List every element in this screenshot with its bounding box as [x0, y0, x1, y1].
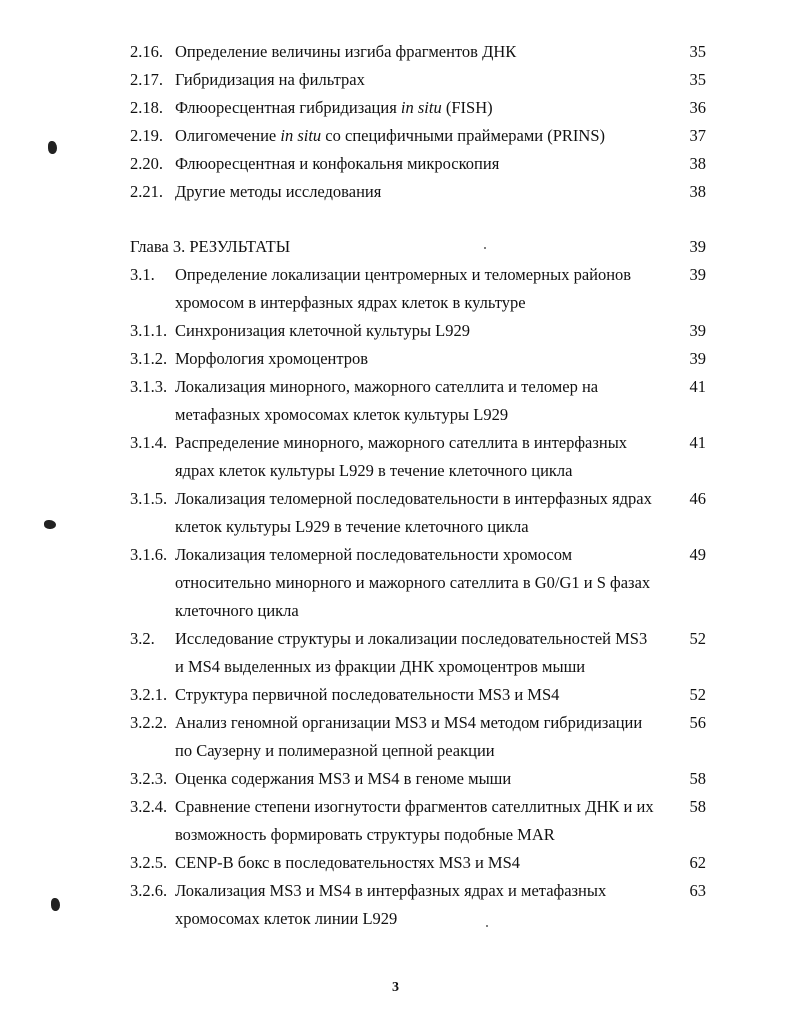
scan-artifact	[51, 898, 60, 911]
toc-entry[interactable]	[130, 485, 710, 541]
entry-page: 38	[689, 182, 706, 201]
entry-title: Сравнение степени изогнутости фрагментов сателлитных ДНК и их возможность формировать структуры подобные MAR	[175, 797, 654, 844]
entry-number: 3.2.	[130, 629, 155, 648]
toc-entry[interactable]	[130, 373, 710, 429]
entry-number: 3.2.5.	[130, 853, 168, 872]
toc-entry[interactable]	[130, 429, 710, 485]
toc-entry[interactable]	[130, 765, 710, 793]
entry-title: Локализация MS3 и MS4 в интерфазных ядрах и метафазных хромосомах клеток линии L929	[175, 881, 607, 928]
title-text: (FISH)	[441, 98, 493, 117]
toc-entry[interactable]	[130, 122, 710, 150]
entry-number: 2.19.	[130, 126, 163, 145]
entry-page: 38	[689, 154, 706, 173]
entry-page: 52	[689, 685, 706, 704]
entry-page: 41	[689, 377, 706, 396]
toc-entry[interactable]	[130, 38, 710, 66]
entry-title: Структура первичной последовательности MS3 и MS4	[175, 685, 560, 704]
toc-entry[interactable]	[130, 178, 710, 206]
entry-number: 3.1.5.	[130, 489, 168, 508]
entry-page: 35	[689, 70, 706, 89]
entry-title: Определение локализации центромерных и теломерных районов хромосом в интерфазных ядрах клеток в культуре	[175, 265, 632, 312]
title-text: со специфичными праймерами (PRINS)	[321, 126, 605, 145]
entry-number: 3.2.4.	[130, 797, 168, 816]
entry-page: 37	[689, 126, 706, 145]
table-of-contents	[130, 38, 710, 933]
entry-number: 2.20.	[130, 154, 163, 173]
toc-entry[interactable]	[130, 709, 710, 765]
entry-page: 39	[689, 321, 706, 340]
entry-page: 41	[689, 433, 706, 452]
chapter-title: Глава 3. РЕЗУЛЬТАТЫ	[130, 237, 291, 256]
entry-number: 3.1.3.	[130, 377, 168, 396]
entry-title: Гибридизация на фильтрах	[175, 70, 365, 89]
entry-page: 52	[689, 629, 706, 648]
page-number: 3	[392, 980, 399, 995]
entry-title: Оценка содержания MS3 и MS4 в геноме мыши	[175, 769, 512, 788]
entry-number: 3.1.4.	[130, 433, 168, 452]
title-italic: in situ	[280, 126, 322, 145]
toc-entry[interactable]	[130, 66, 710, 94]
toc-entry[interactable]	[130, 877, 710, 933]
toc-entry[interactable]	[130, 317, 710, 345]
entry-number: 2.16.	[130, 42, 163, 61]
entry-title: Синхронизация клеточной культуры L929	[175, 321, 470, 340]
entry-number: 3.1.	[130, 265, 155, 284]
spacer	[130, 206, 710, 233]
toc-entry[interactable]	[130, 150, 710, 178]
entry-title: Распределение минорного, мажорного сателлита в интерфазных ядрах клеток культуры L929 в течение клеточного цикла	[175, 433, 628, 480]
entry-number: 2.17.	[130, 70, 163, 89]
entry-number: 3.2.1.	[130, 685, 168, 704]
entry-title: Определение величины изгиба фрагментов ДНК	[175, 42, 517, 61]
entry-title: Другие методы исследования	[175, 182, 382, 201]
entry-title: Локализация теломерной последовательности хромосом относительно минорного и мажорного сателлита в G0/G1 и S фазах клеточного цикла	[175, 545, 651, 620]
toc-entry[interactable]	[130, 261, 710, 317]
toc-entry[interactable]	[130, 625, 710, 681]
toc-entry[interactable]	[130, 345, 710, 373]
entry-page: 62	[689, 853, 706, 872]
entry-number: 2.21.	[130, 182, 163, 201]
scan-artifact	[48, 141, 57, 154]
entry-number: 3.2.6.	[130, 881, 168, 900]
entry-title: Флюоресцентная и конфокальня микроскопия	[175, 154, 500, 173]
scan-artifact	[44, 520, 56, 529]
entry-page: 46	[689, 489, 706, 508]
entry-number: 3.1.1.	[130, 321, 168, 340]
entry-title: CENP-B бокс в последовательностях MS3 и MS4	[175, 853, 521, 872]
toc-entry[interactable]	[130, 793, 710, 849]
entry-page: 39	[689, 265, 706, 284]
entry-title: Морфология хромоцентров	[175, 349, 369, 368]
entry-page: 35	[689, 42, 706, 61]
entry-number: 3.2.2.	[130, 713, 168, 732]
toc-entry[interactable]	[130, 849, 710, 877]
entry-number: 2.18.	[130, 98, 163, 117]
entry-title: Анализ геномной организации MS3 и MS4 методом гибридизации по Саузерну и полимеразной цепной реакции	[175, 713, 643, 760]
toc-chapter-heading[interactable]	[130, 233, 710, 261]
toc-entry[interactable]	[130, 94, 710, 122]
entry-title: Исследование структуры и локализации последовательностей MS3 и MS4 выделенных из фракции ДНК хромоцентров мыши	[175, 629, 648, 676]
entry-title: Локализация теломерной последовательности в интерфазных ядрах клеток культуры L929 в течение клеточного цикла	[175, 489, 652, 536]
entry-page: 58	[689, 797, 706, 816]
entry-page: 36	[689, 98, 706, 117]
entry-number: 3.1.2.	[130, 349, 168, 368]
entry-page: 39	[689, 349, 706, 368]
entry-page: 39	[689, 237, 706, 256]
entry-page: 49	[689, 545, 706, 564]
entry-title	[175, 94, 655, 122]
entry-page: 58	[689, 769, 706, 788]
toc-entry[interactable]	[130, 681, 710, 709]
title-text: Олигомечение	[175, 126, 281, 145]
entry-title	[175, 122, 655, 150]
entry-title: Локализация минорного, мажорного сателлита и теломер на метафазных хромосомах клеток культуры L929	[175, 377, 599, 424]
title-italic: in situ	[400, 98, 442, 117]
title-text: Флюоресцентная гибридизация	[175, 98, 401, 117]
entry-page: 63	[689, 881, 706, 900]
entry-number: 3.1.6.	[130, 545, 168, 564]
entry-number: 3.2.3.	[130, 769, 168, 788]
toc-entry[interactable]	[130, 541, 710, 625]
entry-page: 56	[689, 713, 706, 732]
